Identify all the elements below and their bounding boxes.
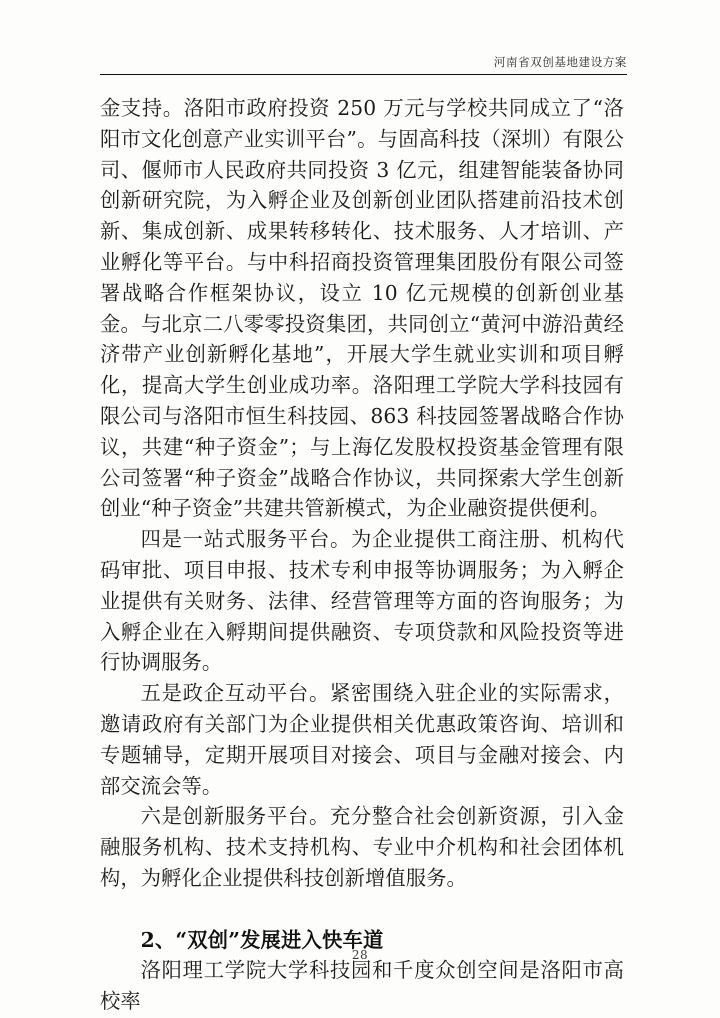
page-footer	[0, 944, 720, 963]
body-text-column	[100, 93, 624, 1017]
paragraph-item-six: 六是创新服务平台。充分整合社会创新资源，引入金融服务机构、技术支持机构、专业中介机构和社会团体机构，为孵化企业提供科技创新增值服务。	[100, 804, 624, 890]
paragraph-item-four: 四是一站式服务平台。为企业提供工商注册、机构代码审批、项目申报、技术专利申报等协调服务；为入孵企业提供有关财务、法律、经营管理等方面的咨询服务；为入孵企业在入孵期间提供融资、专项贷款和风险投资等进行协调服务。	[100, 527, 624, 675]
section-heading: 2、“双创”发展进入快车道	[140, 927, 384, 952]
header-rule	[100, 74, 627, 75]
paragraph-item-five: 五是政企互动平台。紧密围绕入驻企业的实际需求，邀请政府有关部门为企业提供相关优惠政策咨询、培训和专题辅导，定期开展项目对接会、项目与金融对接会、内部交流会等。	[100, 681, 624, 798]
page-number: 28	[351, 948, 369, 962]
header-title: 河南省双创基地建设方案	[493, 55, 627, 69]
section-spacer	[100, 894, 624, 925]
paragraph-section-intro: 洛阳理工学院大学科技园和千度众创空间是洛阳市高校率	[100, 958, 624, 1014]
running-header	[100, 54, 627, 75]
paragraph-continued-funding: 金支持。洛阳市政府投资 250 万元与学校共同成立了“洛阳市文化创意产业实训平台”。与固高科技（深圳）有限公司、偃师市人民政府共同投资 3 亿元，组建智能装备协同创新研究院，为入孵企业及创新创业团队搭建前沿技术创新、集成创新、成果转移转化、技术服务、人才培训、产业孵化等平台。与中科招商投资管理集团股份有限公司签署战略合作框架协议，设立 10 亿元规模的创新创业基金。与北京二八零零投资集团，共同创立“黄河中游沿黄经济带产业创新孵化基地”，开展大学生就业实训和项目孵化，提高大学生创业成功率。洛阳理工学院大学科技园有限公司与洛阳市恒生科技园、863 科技园签署战略合作协议，共建“种子资金”；与上海亿发股权投资基金管理有限公司签署“种子资金”战略合作协议，共同探索大学生创新创业“种子资金”共建共管新模式，为企业融资提供便利。	[100, 96, 624, 521]
